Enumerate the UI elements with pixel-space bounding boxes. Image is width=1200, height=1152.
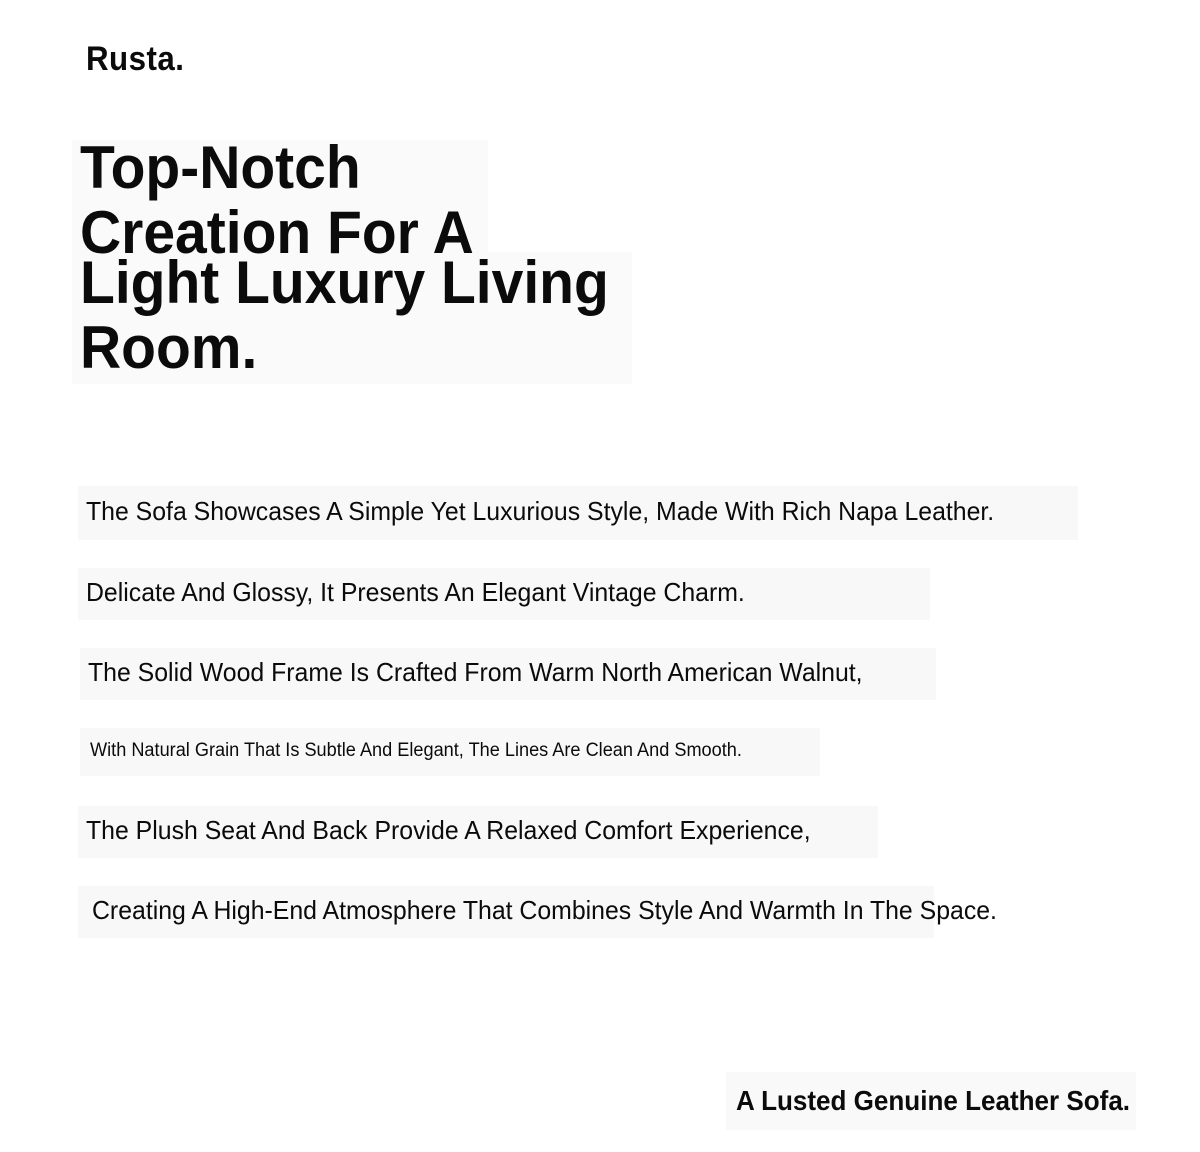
- headline-line-4: Room.: [80, 314, 258, 381]
- description-line-4: With Natural Grain That Is Subtle And Elegant, The Lines Are Clean And Smooth.: [90, 740, 742, 761]
- headline-line-1: Top-Notch: [80, 134, 361, 201]
- description-line-2: Delicate And Glossy, It Presents An Elegant Vintage Charm.: [86, 577, 745, 607]
- description-line-5: The Plush Seat And Back Provide A Relaxed Comfort Experience,: [86, 815, 811, 845]
- headline-line-3: Light Luxury Living: [80, 249, 609, 316]
- product-tagline: A Lusted Genuine Leather Sofa.: [736, 1085, 1131, 1116]
- description-line-6: Creating A High-End Atmosphere That Combines Style And Warmth In The Space.: [92, 895, 997, 925]
- description-line-1: The Sofa Showcases A Simple Yet Luxurious Style, Made With Rich Napa Leather.: [86, 496, 995, 526]
- headline-line-2: Creation For A: [80, 199, 474, 266]
- description-line-3: The Solid Wood Frame Is Crafted From Warm North American Walnut,: [88, 657, 863, 687]
- brand-logo: Rusta.: [86, 40, 185, 78]
